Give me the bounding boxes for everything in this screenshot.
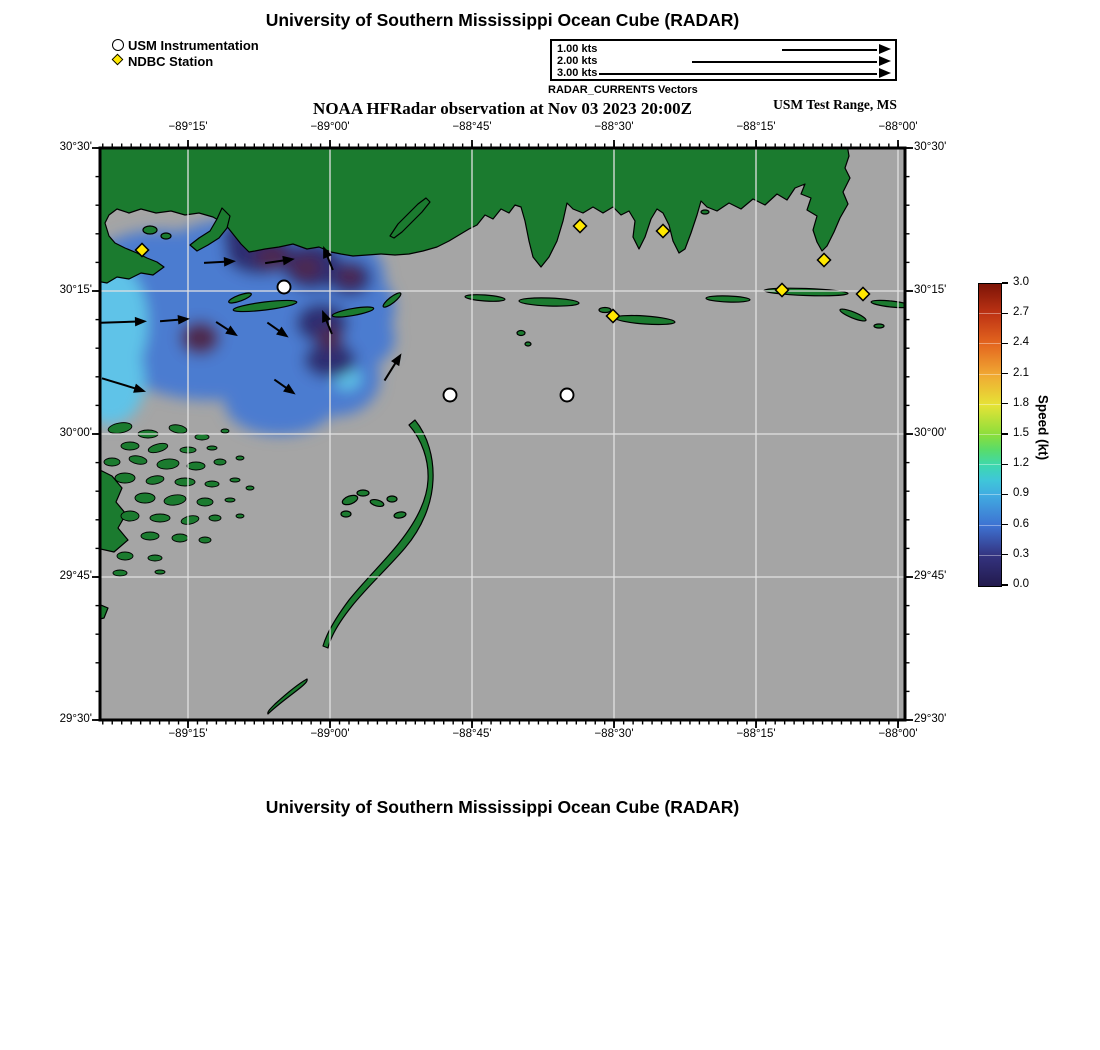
lat-tick-label: 29°30'	[59, 713, 92, 725]
usm-instrumentation-icon	[112, 39, 124, 51]
lat-tick-label: 29°30'	[914, 713, 947, 725]
colorbar-tick	[1002, 494, 1008, 495]
colorbar-tick-label: 2.1	[1013, 366, 1029, 379]
colorbar-gridline	[979, 374, 1001, 375]
colorbar-tick-label: 1.5	[1013, 427, 1029, 439]
colorbar-gridline	[979, 525, 1001, 526]
vector-scale-box	[550, 39, 897, 81]
lon-tick-label: −88°30'	[594, 728, 634, 740]
lat-tick-label: 30°00'	[914, 427, 947, 439]
vector-scale-label-3: 3.00 kts	[557, 67, 598, 79]
lon-tick-label: −88°45'	[452, 121, 492, 133]
vector-arrowhead-icon	[879, 44, 891, 54]
colorbar-tick-label: 3.0	[1013, 276, 1029, 288]
colorbar-title: Speed (kt)	[1035, 394, 1051, 461]
figure-title-top: University of Southern Mississippi Ocean Cube (RADAR)	[265, 10, 740, 30]
colorbar-tick	[1002, 584, 1008, 585]
lon-tick-label: −88°30'	[594, 121, 634, 133]
colorbar-tick-label: 1.8	[1013, 396, 1029, 409]
figure-title-bottom: University of Southern Mississippi Ocean Cube (RADAR)	[265, 797, 740, 817]
lon-tick-label: −89°15'	[168, 121, 208, 133]
lon-tick-label: −88°00'	[878, 728, 918, 740]
usm-station-marker[interactable]	[278, 281, 291, 294]
lon-tick-label: −88°45'	[452, 728, 492, 740]
lon-tick-label: −89°00'	[310, 121, 350, 133]
lat-tick-label: 29°45'	[914, 570, 947, 582]
colorbar-tick-label: 0.3	[1013, 547, 1029, 560]
legend-row-ndbc	[112, 53, 259, 69]
colorbar-tick	[1002, 313, 1008, 314]
colorbar-tick-label: 0.6	[1013, 517, 1029, 530]
observation-subtitle: NOAA HFRadar observation at Nov 03 2023 20:00Z	[313, 99, 692, 118]
colorbar-tick-label: 0.9	[1013, 487, 1029, 500]
colorbar-gridline	[979, 404, 1001, 405]
colorbar-tick	[1002, 403, 1008, 404]
lon-tick-label: −88°15'	[736, 728, 776, 740]
usm-station-marker[interactable]	[444, 389, 457, 402]
colorbar-tick-label: 0.0	[1013, 578, 1029, 590]
vector-scale-caption: RADAR_CURRENTS Vectors	[548, 84, 698, 96]
colorbar-gridline	[979, 494, 1001, 495]
colorbar-tick-label: 1.2	[1013, 457, 1029, 470]
usm-station-marker[interactable]	[561, 389, 574, 402]
colorbar-gridline	[979, 434, 1001, 435]
colorbar-gridline	[979, 555, 1001, 556]
legend-label-ndbc: NDBC Station	[128, 53, 214, 69]
legend-label-usm: USM Instrumentation	[128, 37, 259, 53]
lon-tick-label: −88°00'	[878, 121, 918, 133]
vector-scale-row-3	[552, 67, 895, 80]
colorbar-gridline	[979, 313, 1001, 314]
colorbar-tick	[1002, 373, 1008, 374]
legend-row-usm	[112, 37, 259, 53]
lat-tick-label: 30°30'	[59, 141, 92, 153]
vector-scale-line-2	[692, 61, 877, 63]
lat-tick-label: 30°15'	[59, 284, 92, 296]
lat-tick-label: 29°45'	[59, 570, 92, 582]
lon-tick-label: −89°15'	[168, 728, 208, 740]
colorbar-gridline	[979, 464, 1001, 465]
vector-scale-line-3	[599, 73, 877, 75]
test-range-label: USM Test Range, MS	[773, 97, 897, 112]
lat-tick-label: 30°30'	[914, 141, 947, 153]
map-plot	[90, 138, 915, 730]
colorbar-tick	[1002, 464, 1008, 465]
speed-colorbar	[978, 283, 1002, 587]
lon-tick-label: −88°15'	[736, 121, 776, 133]
colorbar-tick	[1002, 343, 1008, 344]
colorbar-tick	[1002, 524, 1008, 525]
lat-tick-label: 30°15'	[914, 284, 947, 296]
colorbar-tick	[1002, 433, 1008, 434]
ndbc-station-icon	[112, 54, 124, 66]
vector-arrowhead-icon	[879, 68, 891, 78]
vector-arrowhead-icon	[879, 56, 891, 66]
colorbar-tick-label: 2.7	[1013, 306, 1029, 319]
colorbar-gridline	[979, 343, 1001, 344]
colorbar-tick	[1002, 282, 1008, 283]
lon-tick-label: −89°00'	[310, 728, 350, 740]
vector-scale-line-1	[782, 49, 877, 51]
colorbar-tick	[1002, 554, 1008, 555]
vector-scale-label-1: 1.00 kts	[557, 43, 598, 55]
colorbar-tick-label: 2.4	[1013, 336, 1029, 349]
vector-scale-label-2: 2.00 kts	[557, 55, 598, 67]
lat-tick-label: 30°00'	[59, 427, 92, 439]
map-legend	[112, 37, 259, 69]
